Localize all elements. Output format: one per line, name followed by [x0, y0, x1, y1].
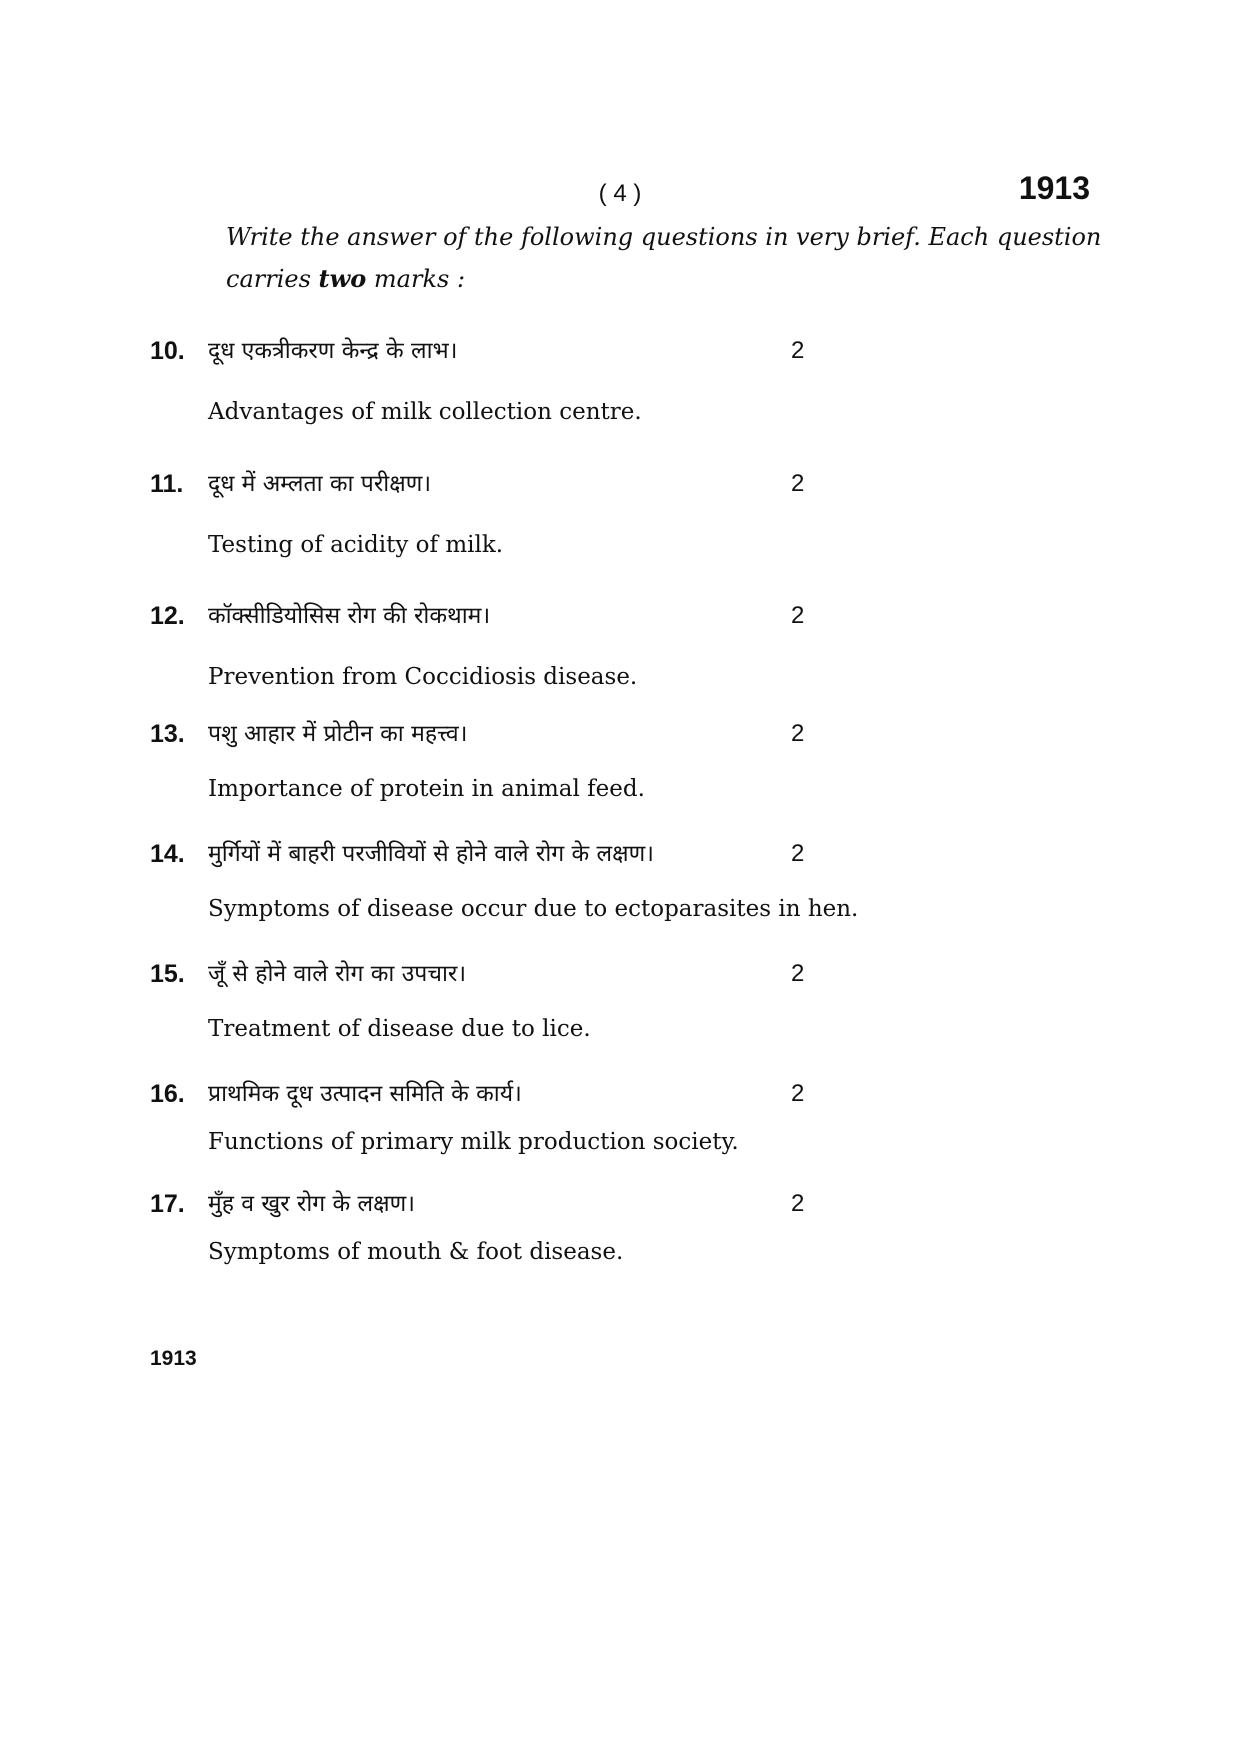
- question-hindi: दूध एकत्रीकरण केन्द्र के लाभ।: [208, 338, 458, 364]
- question-marks: 2: [791, 602, 805, 629]
- question-17: [150, 1184, 1050, 1265]
- question-english: Advantages of milk collection centre.: [208, 399, 642, 425]
- question-english: Functions of primary milk production society.: [208, 1129, 739, 1155]
- question-marks: 2: [791, 1080, 805, 1107]
- question-number: 16.: [150, 1080, 185, 1108]
- question-hindi: मुर्गियों में बाहरी परजीवियों से होने वाले रोग के लक्षण।: [208, 841, 654, 867]
- question-marks: 2: [791, 840, 805, 867]
- question-hindi: पशु आहार में प्रोटीन का महत्त्व।: [208, 721, 468, 747]
- instruction-bold-word: two: [318, 264, 367, 293]
- question-english: Importance of protein in animal feed.: [208, 776, 645, 802]
- question-hindi: दूध में अम्लता का परीक्षण।: [208, 471, 432, 497]
- instruction-text-end: marks :: [366, 265, 466, 293]
- question-number: 10.: [150, 337, 185, 365]
- question-marks: 2: [791, 1190, 805, 1217]
- question-13: [150, 714, 1050, 802]
- question-hindi: प्राथमिक दूध उत्पादन समिति के कार्य।: [208, 1081, 522, 1107]
- question-11: [150, 464, 1050, 558]
- question-number: 13.: [150, 720, 185, 748]
- question-hindi: कॉक्सीडियोसिस रोग की रोकथाम।: [208, 603, 491, 629]
- question-english: Treatment of disease due to lice.: [208, 1016, 591, 1042]
- instruction-text: Write the answer of the following questions in very brief. Each question carries: [226, 223, 1102, 293]
- question-15: [150, 954, 1050, 1042]
- question-number: 12.: [150, 602, 185, 630]
- page-number: ( 4 ): [598, 180, 642, 207]
- question-number: 11.: [150, 470, 184, 498]
- question-english: Prevention from Coccidiosis disease.: [208, 664, 638, 690]
- section-instruction: [226, 216, 1106, 300]
- paper-code-header: 1913: [1018, 170, 1090, 206]
- question-english: Symptoms of mouth & foot disease.: [208, 1239, 624, 1265]
- question-16: [150, 1074, 1050, 1155]
- question-marks: 2: [791, 470, 805, 497]
- question-number: 17.: [150, 1190, 185, 1218]
- paper-code-footer: 1913: [150, 1347, 197, 1370]
- question-10: [150, 331, 1050, 425]
- question-english: Testing of acidity of milk.: [208, 532, 504, 558]
- question-number: 14.: [150, 840, 185, 868]
- question-marks: 2: [791, 960, 805, 987]
- question-marks: 2: [791, 720, 805, 747]
- question-12: [150, 596, 1050, 690]
- question-hindi: जूँ से होने वाले रोग का उपचार।: [208, 961, 467, 987]
- question-14: [150, 834, 1050, 922]
- question-hindi: मुँह व खुर रोग के लक्षण।: [208, 1191, 415, 1217]
- question-marks: 2: [791, 337, 805, 364]
- question-number: 15.: [150, 960, 185, 988]
- question-english: Symptoms of disease occur due to ectoparasites in hen.: [208, 896, 859, 922]
